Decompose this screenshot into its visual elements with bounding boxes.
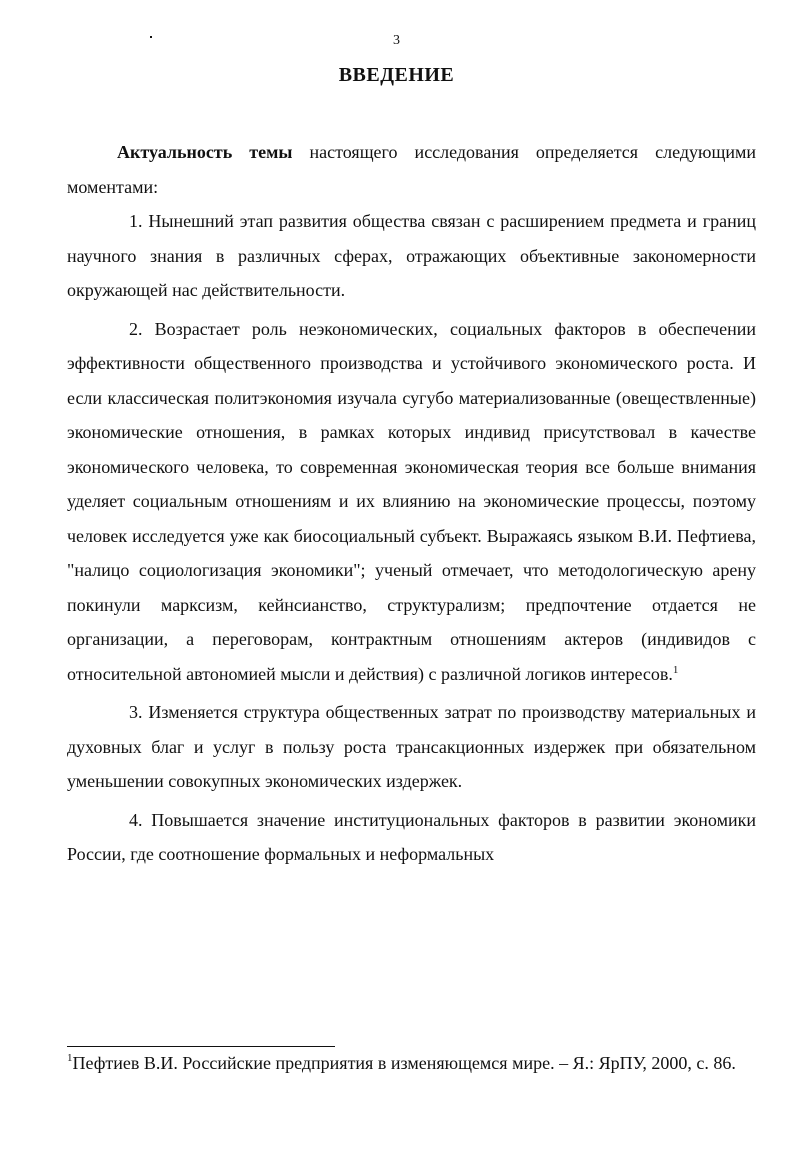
point-2 <box>67 312 756 692</box>
point-3-text: 3. Изменяется структура общественных затрат по производству материальных и духовных благ и услуг в пользу роста трансакционных издержек при обязательном уменьшении совокупных экономических издержек. <box>67 702 756 791</box>
intro-lead-bold: Актуальность темы <box>117 142 293 162</box>
body-text <box>67 135 756 872</box>
footnote-marker: 1 <box>67 1052 73 1064</box>
footnote-divider <box>67 1046 335 1047</box>
footnote-text: Пефтиев В.И. Российские предприятия в изменяющемся мире. – Я.: ЯрПУ, 2000, с. 86. <box>72 1053 736 1073</box>
intro-lead-rest: настоящего исследования определяется следующими моментами: <box>67 142 756 197</box>
point-4 <box>67 803 756 872</box>
intro-paragraph <box>67 135 756 204</box>
scan-speck <box>150 36 152 38</box>
point-1-text: 1. Нынешний этап развития общества связан с расширением предмета и границ научного знания в различных сферах, отражающих объективные закономерности окружающей нас действительности. <box>67 211 756 300</box>
footnote-reference: 1 <box>672 663 679 676</box>
point-1 <box>67 204 756 308</box>
point-4-text: 4. Повышается значение институциональных факторов в развитии экономики России, где соотношение формальных и неформальных <box>67 809 756 864</box>
footnote <box>67 1050 756 1076</box>
point-3 <box>67 695 756 799</box>
point-2-text: 2. Возрастает роль неэкономических, социальных факторов в обеспечении эффективности общественного производства и устойчивого экономического роста. И если классическая политэкономия изучала сугубо материализованные (овеществленные) экономические отношения, в рамках которых индивид присутствовал в качестве экономического человека, то современная экономическая теория все больше внимания уделяет социальным отношениям и их влиянию на экономические процессы, поэтому человек исследуется уже как биосоциальный субъект. Выражаясь языком В.И. Пефтиева, "налицо социологизация экономики"; ученый отмечает, что методологическую арену покинули марксизм, кейнсианство, структурализм; предпочтение отдается не организации, а переговорам, контрактным отношениям актеров (индивидов с относительной автономией мысли и действия) с различной логиков интересов. <box>67 318 756 684</box>
section-title: ВВЕДЕНИЕ <box>338 64 455 86</box>
page-number: 3 <box>393 33 400 48</box>
